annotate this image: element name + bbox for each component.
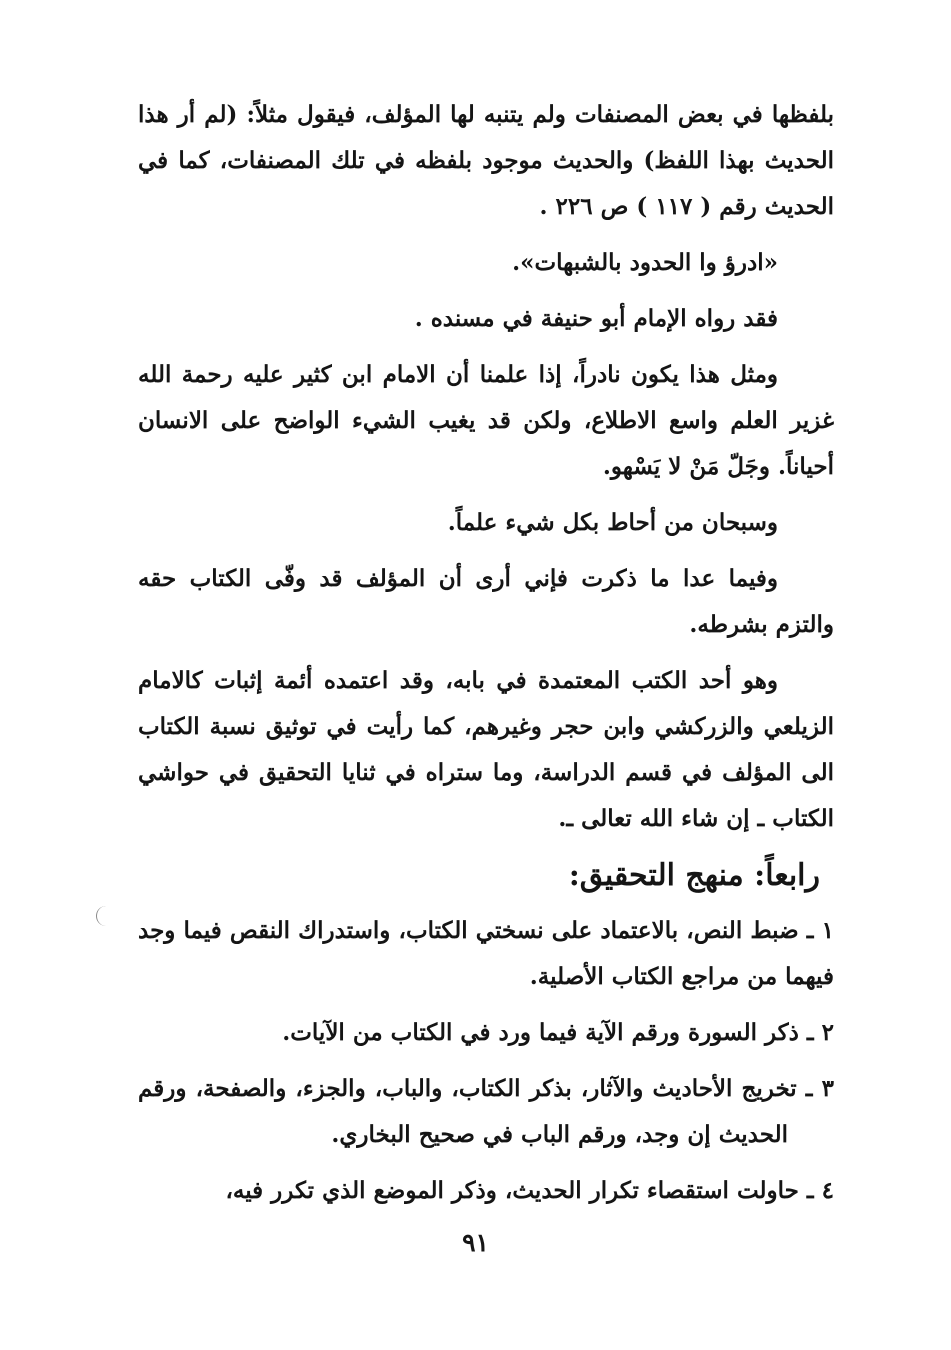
paragraph-5: وسبحان من أحاط بكل شيء علماً.	[447, 509, 778, 536]
margin-mark-icon	[96, 906, 109, 926]
paragraph-4: ومثل هذا يكون نادراً، إذا علمنا أن الامام ابن كثير عليه رحمة الله غزير العلم واسع الاطلاع، ولكن قد يغيب الشيء الواضح على الانسان أحياناً. وجَلّ مَنْ لا يَسْهو.	[138, 361, 834, 480]
paragraph-1: بلفظها في بعض المصنفات ولم يتنبه لها المؤلف، فيقول مثلاً: (لم أر هذا الحديث بهذا اللفظ) والحديث موجود بلفظه في تلك المصنفات، كما في الحديث رقم ( ١١٧ ) ص ٢٢٦ .	[138, 101, 834, 220]
paragraph-7: وهو أحد الكتب المعتمدة في بابه، وقد اعتمده أئمة إثبات كالامام الزيلعي والزركشي وابن حجر وغيرهم، كما رأيت في توثيق نسبة الكتاب الى المؤلف في قسم الدراسة، وما ستراه في ثنايا التحقيق في حواشي الكتاب ـ إن شاء الله تعالى ـ.	[138, 667, 834, 832]
paragraph-3: فقد رواه الإمام أبو حنيفة في مسنده .	[414, 305, 778, 332]
list-item-2: ٢ ـ ذكر السورة ورقم الآية فيما ورد في الكتاب من الآيات.	[282, 1019, 834, 1046]
quoted-hadith: «ادرؤ وا الحدود بالشبهات».	[512, 249, 778, 276]
list-item-1: ١ ـ ضبط النص، بالاعتماد على نسختي الكتاب، واستدراك النقص فيما وجد فيهما من مراجع الكتاب الأصلية.	[138, 917, 834, 990]
page-number: ٩١	[462, 1228, 489, 1257]
list-item-3: ٣ ـ تخريج الأحاديث والآثار، بذكر الكتاب، والباب، والجزء، والصفحة، ورقم الحديث إن وجد، ورقم الباب في صحيح البخاري.	[138, 1075, 834, 1148]
document-body	[138, 92, 834, 1224]
list-item-4: ٤ ـ حاولت استقصاء تكرار الحديث، وذكر الموضع الذي تكرر فيه،	[225, 1177, 834, 1204]
section-heading: رابعاً: منهج التحقيق:	[568, 858, 820, 893]
paragraph-6: وفيما عدا ما ذكرت فإني أرى أن المؤلف قد وفّى الكتاب حقه والتزم بشرطه.	[138, 565, 834, 638]
